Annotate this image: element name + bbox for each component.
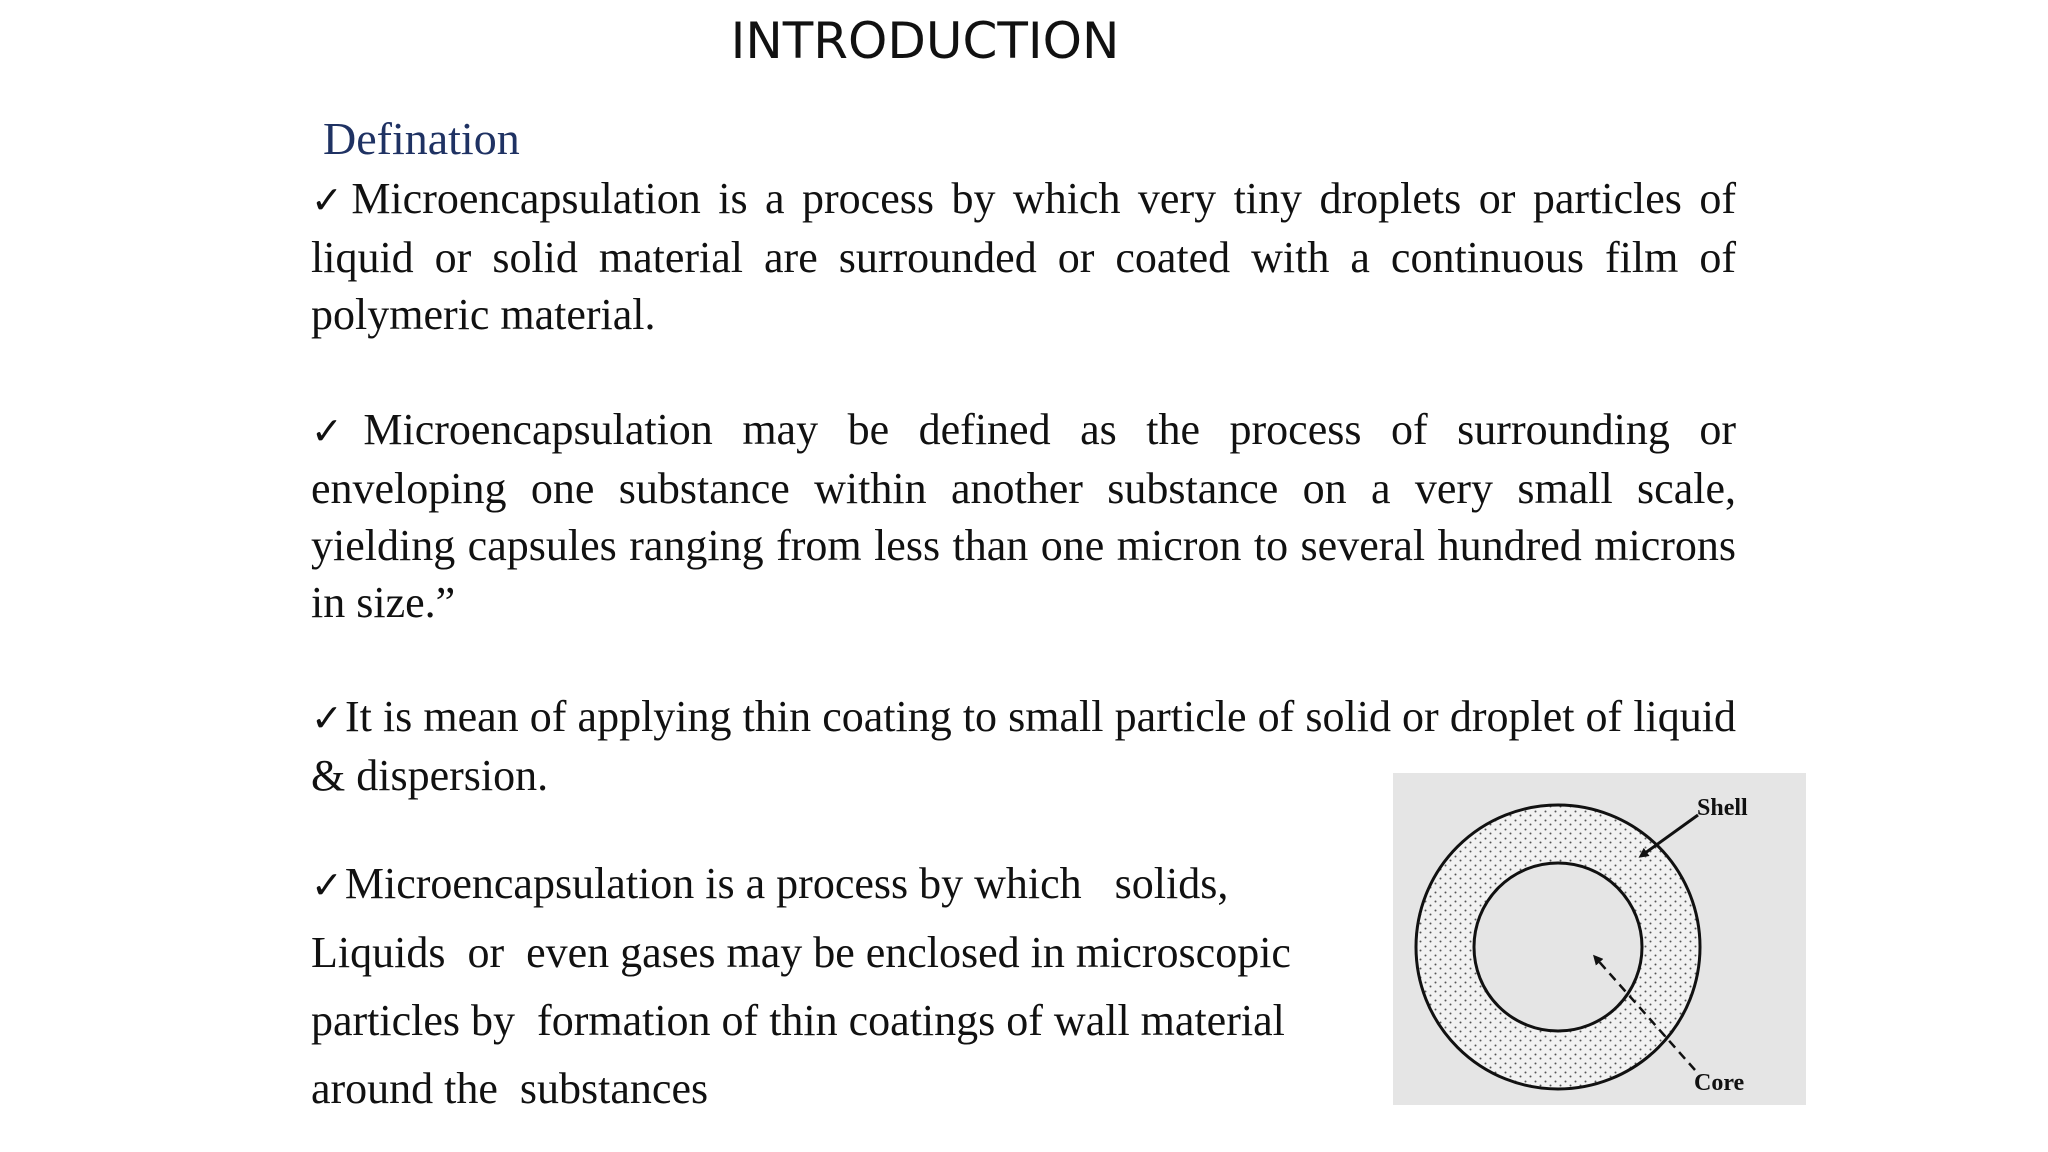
section-subtitle: Defination xyxy=(323,113,520,164)
definition-paragraph-1 xyxy=(311,170,1736,343)
microcapsule-svg xyxy=(1393,773,1806,1105)
core-label: Core xyxy=(1694,1070,1745,1096)
shell-label: Shell xyxy=(1697,795,1748,821)
slide-title: INTRODUCTION xyxy=(730,12,1120,70)
check-icon: ✓ xyxy=(311,696,343,740)
check-icon: ✓ xyxy=(311,178,350,222)
paragraph-text: Microencapsulation is a process by which solids, Liquids or even gases may be enclosed in microscopic particles by formation of thin coatings of wall material around the substances xyxy=(311,859,1291,1113)
core-circle xyxy=(1474,863,1642,1031)
paragraph-text: It is mean of applying thin coating to small particle of solid or droplet of liquid & dispersion. xyxy=(311,692,1736,800)
shell-pointer-arrow xyxy=(1641,815,1698,856)
paragraph-text: Microencapsulation may be defined as the process of surrounding or enveloping one substance within another substance on a very small scale, yielding capsules ranging from less than one micron to several hundred microns in size.” xyxy=(311,405,1736,627)
check-icon: ✓ xyxy=(311,409,362,453)
paragraph-text: Microencapsulation is a process by which very tiny droplets or particles of liquid or solid material are surrounded or coated with a continuous film of polymeric material. xyxy=(311,174,1736,339)
definition-paragraph-4 xyxy=(311,850,1371,1123)
microcapsule-diagram xyxy=(1393,773,1806,1105)
definition-paragraph-2 xyxy=(311,401,1736,631)
check-icon: ✓ xyxy=(311,863,343,907)
